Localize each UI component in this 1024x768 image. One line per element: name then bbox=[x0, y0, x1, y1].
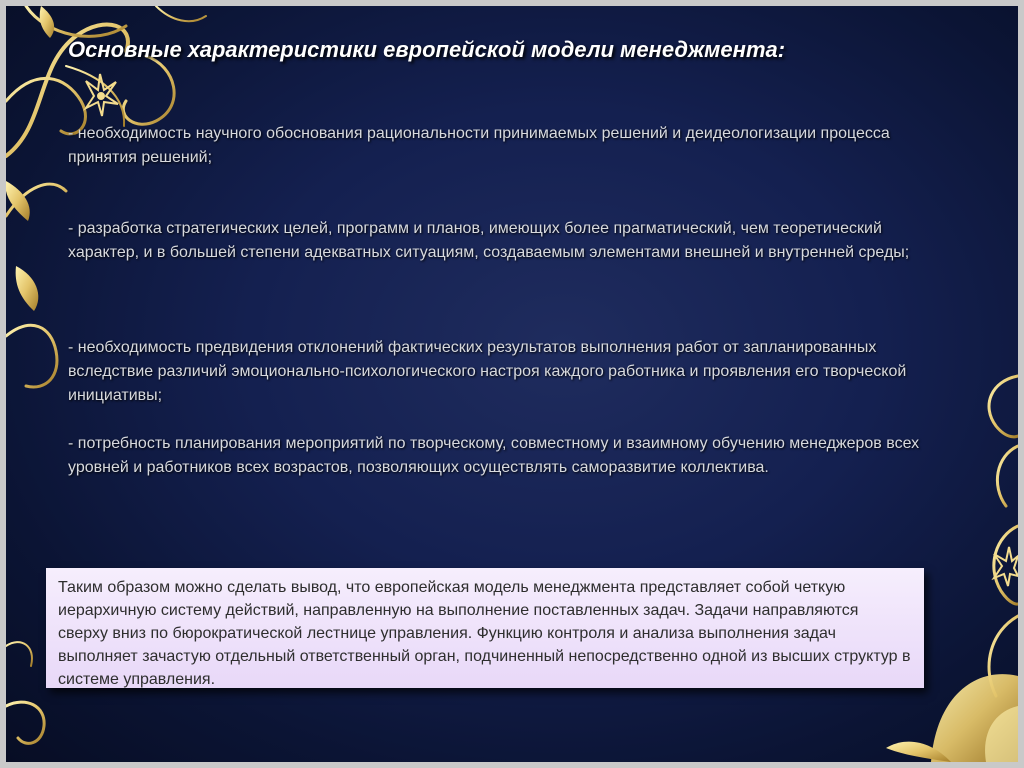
slide bbox=[6, 6, 1018, 762]
slide-title: Основные характеристики европейской модели менеджмента: bbox=[68, 37, 786, 62]
ornament-bottom-left bbox=[6, 642, 44, 743]
characteristic-item-1: - необходимость научного обоснования рациональности принимаемых решений и деидеологизации процесса принятия решений; bbox=[68, 125, 890, 166]
characteristic-item-3: - необходимость предвидения отклонений фактических результатов выполнения работ от запланированных вследствие различий эмоционально-психологического настроя каждого работника и проявления его творческой инициативы; bbox=[68, 339, 907, 404]
conclusion-box: Таким образом можно сделать вывод, что европейская модель менеджмента представляет собой четкую иерархичную систему действий, направленную на выполнение поставленных задач. Задачи направляются сверху вниз по бюрократической лестнице управления. Функцию контроля и анализа выполнения задач выполняет зачастую отдельный ответственный орган, подчиненный непосредственно одной из высших структур в системе управления. bbox=[46, 568, 924, 688]
flower-icon bbox=[86, 74, 118, 116]
ornament-right bbox=[989, 376, 1018, 696]
characteristic-item-2: - разработка стратегических целей, программ и планов, имеющих более прагматический, чем теоретический характер, и в большей степени адекватных ситуациям, создаваемым элементами внешней и внутренней среды; bbox=[68, 220, 910, 261]
leaf-icon bbox=[6, 6, 54, 311]
characteristic-item-4: - потребность планирования мероприятий по творческому, совместному и взаимному обучению менеджеров всех уровней и работников всех возрастов, позволяющих осуществлять саморазвитие коллектива. bbox=[68, 435, 920, 476]
flower-icon bbox=[994, 547, 1018, 586]
